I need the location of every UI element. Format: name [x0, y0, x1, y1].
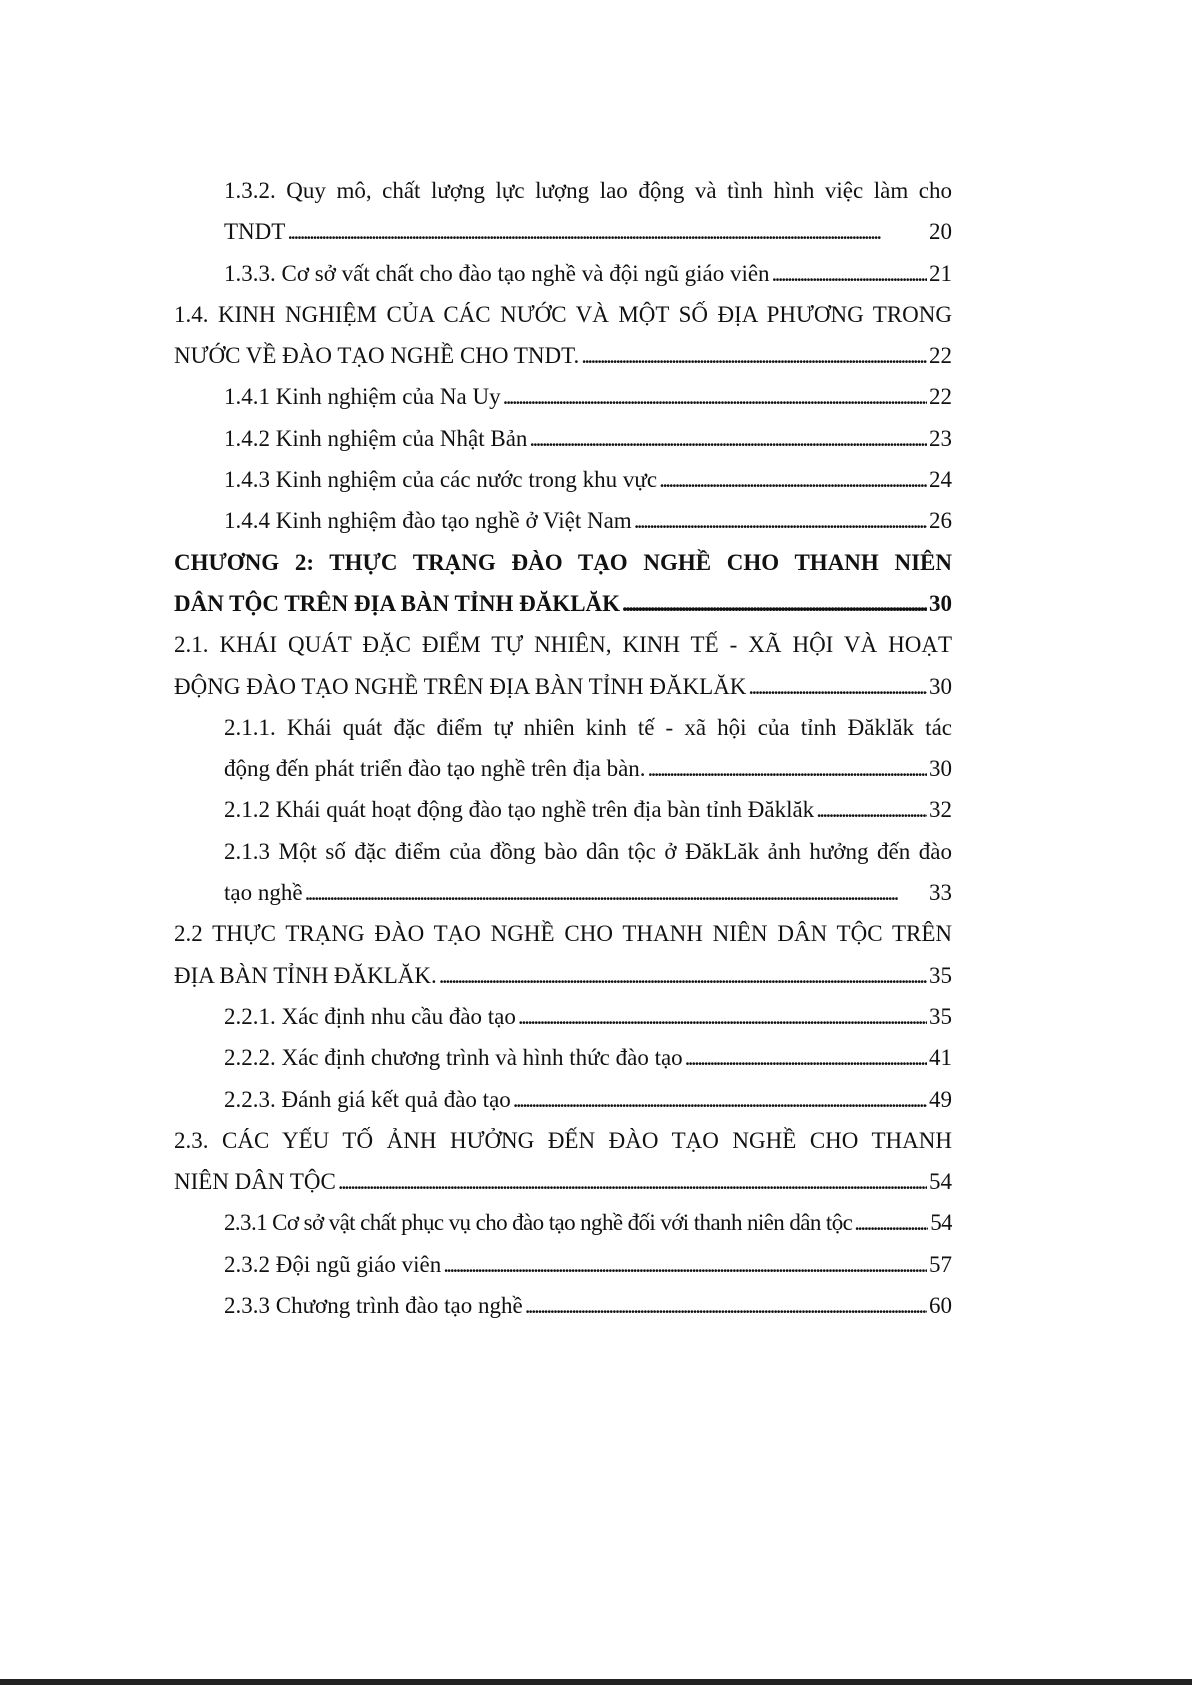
- leader-dots: [659, 459, 927, 500]
- leader-dots: [525, 1285, 927, 1326]
- toc-page-number: 57: [929, 1251, 952, 1277]
- toc-entry-text: 1.4.3 Kinh nghiệm của các nước trong khu vực: [224, 467, 658, 493]
- leader-dots: [622, 583, 927, 624]
- toc-entry-1-4-2[interactable]: [174, 418, 952, 459]
- toc-chapter-2-line1: [174, 542, 952, 583]
- toc-entry-text: 1.3.3. Cơ sở vất chất cho đào tạo nghề và đội ngũ giáo viên: [224, 260, 770, 286]
- toc-entry-1-3-3[interactable]: [174, 253, 952, 294]
- toc-entry-1-3-2[interactable]: [174, 211, 952, 252]
- leader-dots: [748, 666, 927, 707]
- toc-entry-text: NƯỚC VỀ ĐÀO TẠO NGHỀ CHO TNDT.: [174, 343, 580, 369]
- leader-dots: [443, 1244, 927, 1285]
- toc-entry-1-4-line1: [174, 294, 952, 335]
- toc-entry-2-1-1[interactable]: [174, 748, 952, 789]
- leader-dots: [518, 996, 927, 1037]
- toc-entry-2-1-1-line1: [174, 707, 952, 748]
- leader-dots: [581, 335, 927, 376]
- toc-entry-1-3-2-line1: [174, 170, 952, 211]
- toc-entry-2-2-3[interactable]: [174, 1079, 952, 1120]
- toc-entry-1-4[interactable]: [174, 335, 952, 376]
- toc-page-number: 20: [929, 219, 952, 245]
- toc-entry-1-4-4[interactable]: [174, 500, 952, 541]
- leader-dots: [439, 955, 927, 996]
- toc-entry-text: 2.1.1. Khái quát đặc điểm tự nhiên kinh tế - xã hội của tỉnh Đăklăk tác: [224, 714, 952, 740]
- toc-entry-2-2-1[interactable]: [174, 996, 952, 1037]
- toc-page-number: 22: [929, 384, 952, 410]
- toc-entry-2-1-line1: [174, 624, 952, 665]
- toc-page-number: 54: [930, 1210, 952, 1236]
- toc-entry-2-3-1[interactable]: [174, 1202, 952, 1243]
- toc-entry-1-4-1[interactable]: [174, 376, 952, 417]
- leader-dots: [816, 789, 927, 830]
- toc-page-number: 30: [929, 756, 952, 782]
- toc-entry-text: 2.3. CÁC YẾU TỐ ẢNH HƯỞNG ĐẾN ĐÀO TẠO NGHỀ CHO THANH: [174, 1127, 952, 1153]
- toc-entry-2-2-2[interactable]: [174, 1037, 952, 1078]
- table-of-contents: [174, 170, 952, 1326]
- toc-entry-2-3[interactable]: [174, 1161, 952, 1202]
- toc-entry-text: 2.2 THỰC TRẠNG ĐÀO TẠO NGHỀ CHO THANH NIÊN DÂN TỘC TRÊN: [174, 921, 952, 947]
- toc-page-number: 54: [929, 1169, 952, 1195]
- toc-entry-2-3-line1: [174, 1120, 952, 1161]
- toc-entry-text: 2.3.1 Cơ sở vật chất phục vụ cho đào tạo nghề đối với thanh niên dân tộc: [224, 1210, 853, 1236]
- toc-page-number: 22: [929, 343, 952, 369]
- toc-entry-text: 2.2.1. Xác định nhu cầu đào tạo: [224, 1003, 516, 1029]
- toc-entry-text: 2.3.2 Đội ngũ giáo viên: [224, 1251, 442, 1277]
- toc-page-number: 33: [929, 880, 952, 906]
- toc-page-number: 49: [929, 1086, 952, 1112]
- leader-dots: [648, 748, 927, 789]
- toc-page-number: 30: [929, 673, 952, 699]
- toc-page-number: 60: [929, 1293, 952, 1319]
- leader-dots: [338, 1161, 927, 1202]
- toc-chapter-text: CHƯƠNG 2: THỰC TRẠNG ĐÀO TẠO NGHỀ CHO THANH NIÊN: [174, 549, 952, 575]
- toc-entry-text: ĐỊA BÀN TỈNH ĐĂKLĂK.: [174, 962, 437, 988]
- leader-dots: [634, 500, 927, 541]
- toc-entry-text: 1.3.2. Quy mô, chất lượng lực lượng lao động và tình hình việc làm cho: [224, 178, 952, 203]
- toc-entry-text: 2.1.3 Một số đặc điểm của đồng bào dân tộc ở ĐăkLăk ảnh hưởng đến đào: [224, 838, 952, 864]
- leader-dots: [503, 376, 927, 417]
- toc-entry-2-3-3[interactable]: [174, 1285, 952, 1326]
- page-bottom-edge: [0, 1679, 1192, 1685]
- toc-entry-text: động đến phát triển đào tạo nghề trên địa bàn.: [224, 756, 646, 782]
- toc-entry-2-1-3[interactable]: [174, 872, 952, 913]
- leader-dots: [772, 253, 927, 294]
- toc-page-number: 23: [929, 425, 952, 451]
- leader-dots: [529, 418, 927, 459]
- toc-page-number: 35: [929, 962, 952, 988]
- toc-entry-text: 2.1. KHÁI QUÁT ĐẶC ĐIỂM TỰ NHIÊN, KINH TẾ - XÃ HỘI VÀ HOẠT: [174, 632, 952, 658]
- toc-entry-text: 2.2.3. Đánh giá kết quả đào tạo: [224, 1086, 511, 1112]
- toc-chapter-text: DÂN TỘC TRÊN ĐỊA BÀN TỈNH ĐĂKLĂK: [174, 590, 621, 616]
- leader-dots: [287, 211, 927, 252]
- toc-entry-text: ĐỘNG ĐÀO TẠO NGHỀ TRÊN ĐỊA BÀN TỈNH ĐĂKLĂK: [174, 673, 747, 699]
- toc-entry-2-2[interactable]: [174, 955, 952, 996]
- toc-page-number: 21: [929, 260, 952, 286]
- toc-entry-text: 2.3.3 Chương trình đào tạo nghề: [224, 1293, 523, 1319]
- leader-dots: [685, 1037, 927, 1078]
- toc-entry-text: TNDT: [224, 219, 286, 245]
- toc-page-number: 30: [929, 590, 952, 616]
- toc-entry-text: 1.4. KINH NGHIỆM CỦA CÁC NƯỚC VÀ MỘT SỐ ĐỊA PHƯƠNG TRONG: [174, 301, 952, 327]
- toc-entry-text: NIÊN DÂN TỘC: [174, 1169, 336, 1195]
- leader-dots: [305, 872, 927, 913]
- toc-entry-text: 1.4.1 Kinh nghiệm của Na Uy: [224, 384, 501, 410]
- toc-entry-2-1-2[interactable]: [174, 789, 952, 830]
- toc-entry-text: 2.2.2. Xác định chương trình và hình thức đào tạo: [224, 1045, 683, 1071]
- toc-page-number: 24: [929, 467, 952, 493]
- toc-entry-2-1-3-line1: [174, 831, 952, 872]
- toc-page-number: 26: [929, 508, 952, 534]
- leader-dots: [513, 1079, 927, 1120]
- toc-entry-1-4-3[interactable]: [174, 459, 952, 500]
- toc-page-number: 32: [929, 797, 952, 823]
- toc-chapter-2[interactable]: [174, 583, 952, 624]
- toc-entry-2-1[interactable]: [174, 666, 952, 707]
- toc-page-number: 35: [929, 1003, 952, 1029]
- toc-page-number: 41: [929, 1045, 952, 1071]
- toc-entry-text: tạo nghề: [224, 880, 303, 906]
- toc-entry-text: 1.4.4 Kinh nghiệm đào tạo nghề ở Việt Nam: [224, 508, 632, 534]
- toc-entry-text: 1.4.2 Kinh nghiệm của Nhật Bản: [224, 425, 528, 451]
- toc-entry-2-3-2[interactable]: [174, 1244, 952, 1285]
- leader-dots: [854, 1202, 928, 1243]
- toc-entry-2-2-line1: [174, 913, 952, 954]
- toc-entry-text: 2.1.2 Khái quát hoạt động đào tạo nghề trên địa bàn tỉnh Đăklăk: [224, 797, 815, 823]
